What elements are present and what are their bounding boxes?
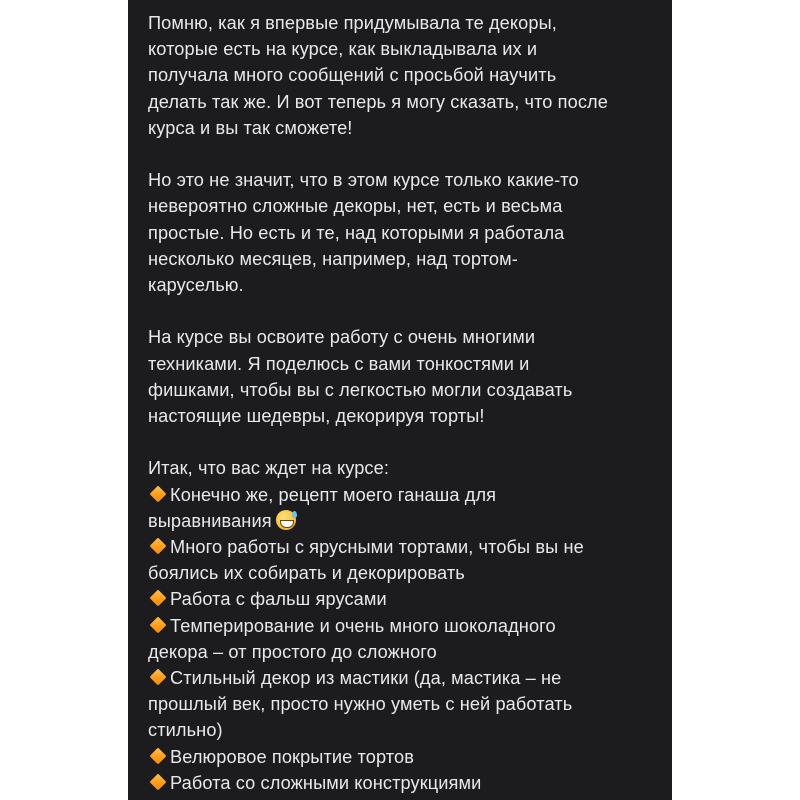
orange-diamond-icon [150,669,167,686]
orange-diamond-icon [150,485,167,502]
list-item-text: выравнивания [148,510,272,531]
text-line: которые есть на курсе, как выкладывала их и [148,39,538,60]
list-item-text: прошлый век, просто нужно уметь с ней работать [148,694,573,715]
course-features-list [148,455,663,796]
orange-diamond-icon [150,747,167,764]
list-item-text: Конечно же, рецепт моего ганаша для [170,484,497,505]
text-line: получала много сообщений с просьбой научить [148,65,557,86]
orange-diamond-icon [150,773,167,790]
list-item [148,613,663,665]
text-line: простые. Но есть и те, над которыми я работала [148,222,565,243]
list-item-text: стильно) [148,720,223,741]
text-line: Но это не значит, что в этом курсе только какие-то [148,170,579,191]
text-line: невероятно сложные декоры, нет, есть и весьма [148,196,563,217]
text-line: На курсе вы освоите работу с очень многими [148,327,536,348]
list-item-text: Велюровое покрытие тортов [170,746,414,767]
list-item [148,482,663,534]
list-item-text: Работа с фальш ярусами [170,589,387,610]
list-item [148,770,663,796]
orange-diamond-icon [150,538,167,555]
post-text [148,10,663,796]
text-line: делать так же. И вот теперь я могу сказать, что после [148,91,608,112]
list-item-text: декора – от простого до сложного [148,641,437,662]
text-line: каруселью. [148,275,244,296]
list-item [148,586,663,612]
text-line: несколько месяцев, например, над тортом- [148,248,518,269]
grinning-face-with-sweat-icon [276,510,296,530]
list-item-text: Работа со сложными конструкциями [170,772,482,793]
text-line: фишками, чтобы вы с легкостью могли создавать [148,379,573,400]
list-item-text: Темперирование и очень много шоколадного [170,615,556,636]
list-item-text: Стильный декор из мастики (да, мастика – не [170,668,562,689]
text-line: техниками. Я поделюсь с вами тонкостями и [148,353,530,374]
orange-diamond-icon [150,616,167,633]
list-item [148,744,663,770]
paragraph-3 [148,324,663,429]
list-item [148,534,663,586]
list-item [148,665,663,744]
text-line: курса и вы так сможете! [148,117,353,138]
paragraph-1 [148,10,663,141]
text-line: Помню, как я впервые придумывала те декоры, [148,13,557,33]
list-intro: Итак, что вас ждет на курсе: [148,458,389,479]
list-item-text: боялись их собирать и декорировать [148,563,465,584]
list-item-text: Много работы с ярусными тортами, чтобы вы не [170,537,584,558]
paragraph-2 [148,167,663,298]
message-panel [128,0,672,800]
orange-diamond-icon [150,590,167,607]
text-line: настоящие шедевры, декорируя торты! [148,406,485,427]
